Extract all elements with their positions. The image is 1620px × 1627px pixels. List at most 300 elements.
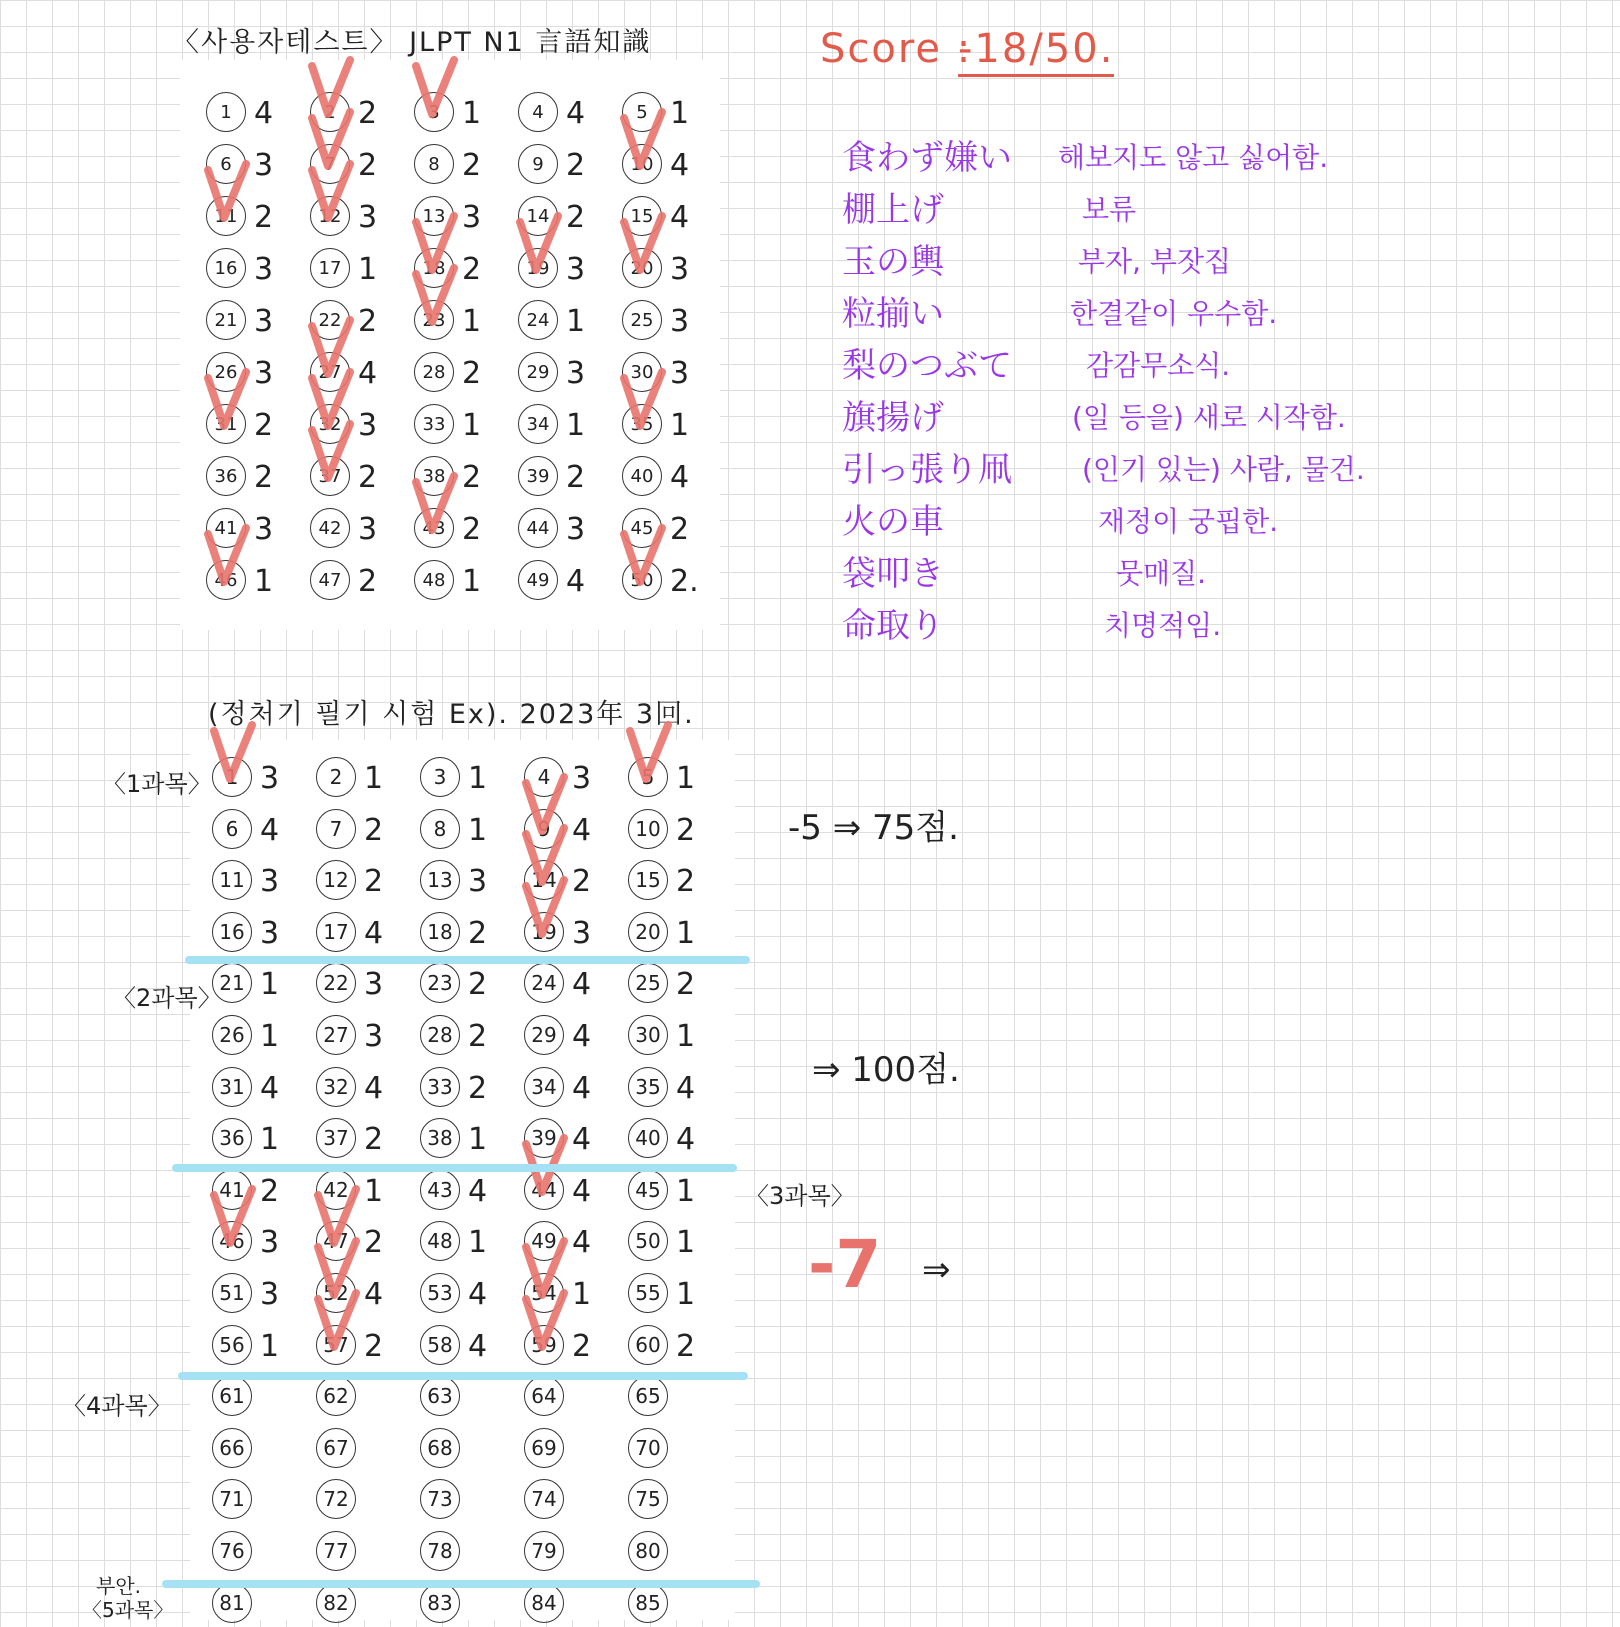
answer-value: 2: [358, 148, 378, 183]
jlpt-question-18: [414, 248, 504, 292]
exam-question-68: [420, 1428, 510, 1472]
jlpt-question-45: [622, 508, 712, 552]
question-number: 71: [212, 1479, 252, 1519]
question-number: 77: [316, 1531, 356, 1571]
exam-question-69: [524, 1428, 614, 1472]
question-number: 23: [420, 963, 460, 1003]
answer-value: 3: [566, 356, 586, 391]
jlpt-question-32: [310, 404, 400, 448]
score-label: Score :: [820, 26, 973, 72]
question-number: 15: [628, 860, 668, 900]
answer-value: 4: [254, 96, 274, 131]
answer-value: 2: [676, 812, 696, 848]
exam-question-63: [420, 1376, 510, 1420]
question-number: 47: [310, 560, 350, 600]
question-number: 74: [524, 1479, 564, 1519]
answer-value: 2: [676, 864, 696, 900]
question-number: 47: [316, 1221, 356, 1261]
jlpt-question-13: [414, 196, 504, 240]
question-number: 35: [622, 404, 662, 444]
subject-divider: [162, 1580, 760, 1588]
question-number: 30: [622, 352, 662, 392]
exam-question-75: [628, 1479, 718, 1523]
jlpt-question-25: [622, 300, 712, 344]
jlpt-question-48: [414, 560, 504, 604]
answer-value: 4: [358, 356, 378, 391]
vocab-word: 食わず嫌い: [842, 138, 1012, 178]
answer-value: 4: [260, 1070, 280, 1106]
question-number: 39: [524, 1118, 564, 1158]
answer-value: 4: [670, 460, 690, 495]
question-number: 42: [316, 1170, 356, 1210]
answer-value: 2: [670, 512, 690, 547]
question-number: 72: [316, 1479, 356, 1519]
question-number: 34: [518, 404, 558, 444]
exam-question-31: [212, 1067, 302, 1111]
question-number: 16: [206, 248, 246, 288]
vocab-word: 棚上げ: [842, 190, 944, 230]
question-number: 56: [212, 1325, 252, 1365]
exam-question-54: [524, 1273, 614, 1317]
exam-question-23: [420, 963, 510, 1007]
answer-value: 4: [260, 812, 280, 848]
answer-value: 2: [566, 200, 586, 235]
vocab-meaning: (일 등을) 새로 시작함.: [1072, 401, 1346, 434]
answer-value: 4: [572, 1070, 592, 1106]
jlpt-question-44: [518, 508, 608, 552]
vocab-meaning: 뭇매질.: [1116, 557, 1207, 590]
jlpt-question-41: [206, 508, 296, 552]
question-number: 38: [414, 456, 454, 496]
question-number: 29: [524, 1015, 564, 1055]
exam-question-72: [316, 1479, 406, 1523]
answer-value: 3: [254, 356, 274, 391]
answer-value: 2: [468, 1019, 488, 1054]
exam-question-35: [628, 1067, 718, 1111]
question-number: 40: [628, 1118, 668, 1158]
subject-5-note: 부안.: [96, 1574, 141, 1598]
answer-value: 2: [254, 200, 274, 235]
question-number: 65: [628, 1376, 668, 1416]
question-number: 21: [206, 300, 246, 340]
jlpt-question-35: [622, 404, 712, 448]
answer-value: 3: [670, 304, 690, 339]
answer-value: 1: [676, 915, 696, 951]
exam-question-62: [316, 1376, 406, 1420]
jlpt-question-21: [206, 300, 296, 344]
question-number: 75: [628, 1479, 668, 1519]
vocab-meaning: (인기 있는) 사람, 물건.: [1082, 453, 1365, 486]
exam-question-65: [628, 1376, 718, 1420]
answer-value: 2: [572, 864, 592, 900]
question-number: 11: [206, 196, 246, 236]
question-number: 26: [206, 352, 246, 392]
question-number: 8: [420, 809, 460, 849]
jlpt-question-28: [414, 352, 504, 396]
jlpt-question-40: [622, 456, 712, 500]
question-number: 49: [518, 560, 558, 600]
subject-2-label: 〈2과목〉: [112, 984, 222, 1012]
question-number: 25: [622, 300, 662, 340]
question-number: 69: [524, 1428, 564, 1468]
question-number: 13: [414, 196, 454, 236]
jlpt-question-6: [206, 144, 296, 188]
question-number: 12: [310, 196, 350, 236]
answer-value: 4: [468, 1328, 488, 1364]
exam-question-74: [524, 1479, 614, 1523]
answer-value: 1: [364, 1173, 384, 1209]
exam-question-59: [524, 1325, 614, 1369]
exam-question-20: [628, 912, 718, 956]
answer-value: 3: [358, 200, 378, 235]
answer-value: 2: [364, 812, 384, 848]
question-number: 36: [206, 456, 246, 496]
answer-value: 1: [462, 408, 482, 443]
answer-value: 2: [254, 408, 274, 443]
exam-question-30: [628, 1015, 718, 1059]
answer-value: 3: [572, 761, 592, 796]
question-number: 7: [310, 144, 350, 184]
question-number: 33: [420, 1067, 460, 1107]
exam-question-39: [524, 1118, 614, 1162]
answer-value: 3: [566, 252, 586, 287]
question-number: 84: [524, 1583, 564, 1623]
answer-value: 4: [572, 1122, 592, 1158]
question-number: 63: [420, 1376, 460, 1416]
answer-value: 1: [462, 304, 482, 339]
answer-value: 4: [364, 1277, 384, 1312]
question-number: 9: [524, 809, 564, 849]
jlpt-question-42: [310, 508, 400, 552]
question-number: 46: [212, 1221, 252, 1261]
answer-value: 1: [468, 812, 488, 848]
answer-value: 4: [676, 1122, 696, 1158]
answer-value: 2: [468, 1070, 488, 1106]
exam-question-6: [212, 809, 302, 853]
vocab-meaning: 감감무소식.: [1086, 349, 1231, 382]
question-number: 61: [212, 1376, 252, 1416]
exam-question-37: [316, 1118, 406, 1162]
jlpt-question-38: [414, 456, 504, 500]
question-number: 41: [212, 1170, 252, 1210]
question-number: 12: [316, 860, 356, 900]
question-number: 20: [622, 248, 662, 288]
jlpt-question-17: [310, 248, 400, 292]
answer-value: 1: [462, 96, 482, 131]
exam-question-18: [420, 912, 510, 956]
answer-value: 3: [254, 512, 274, 547]
question-number: 34: [524, 1067, 564, 1107]
question-number: 83: [420, 1583, 460, 1623]
subject-3-arrow: ⇒: [922, 1250, 951, 1290]
answer-value: 4: [468, 1277, 488, 1312]
question-number: 54: [524, 1273, 564, 1313]
exam-question-64: [524, 1376, 614, 1420]
question-number: 37: [316, 1118, 356, 1158]
answer-value: 2: [364, 864, 384, 900]
question-number: 50: [622, 560, 662, 600]
question-number: 48: [420, 1221, 460, 1261]
question-number: 18: [414, 248, 454, 288]
vocab-word: 命取り: [842, 606, 944, 646]
jlpt-question-49: [518, 560, 608, 604]
exam-question-44: [524, 1170, 614, 1214]
question-number: 79: [524, 1531, 564, 1571]
exam-question-19: [524, 912, 614, 956]
answer-value: 1: [670, 96, 690, 131]
exam-question-52: [316, 1273, 406, 1317]
vocab-word: 火の車: [842, 502, 944, 542]
exam-question-57: [316, 1325, 406, 1369]
question-number: 1: [206, 92, 246, 132]
question-number: 39: [518, 456, 558, 496]
question-number: 24: [524, 963, 564, 1003]
question-number: 14: [518, 196, 558, 236]
answer-value: 3: [254, 252, 274, 287]
answer-value: 2: [462, 460, 482, 495]
question-number: 6: [206, 144, 246, 184]
answer-value: 4: [670, 148, 690, 183]
jlpt-question-2: [310, 92, 400, 136]
subject-3-label: 〈3과목〉: [745, 1182, 855, 1210]
question-number: 62: [316, 1376, 356, 1416]
subject-3-result: -7: [808, 1226, 882, 1303]
answer-value: 4: [676, 1070, 696, 1106]
exam-question-80: [628, 1531, 718, 1575]
question-number: 32: [310, 404, 350, 444]
answer-value: 3: [358, 408, 378, 443]
jlpt-question-9: [518, 144, 608, 188]
question-number: 64: [524, 1376, 564, 1416]
question-number: 41: [206, 508, 246, 548]
exam-question-38: [420, 1118, 510, 1162]
exam-question-16: [212, 912, 302, 956]
exam-question-70: [628, 1428, 718, 1472]
question-number: 2: [310, 92, 350, 132]
jlpt-question-50: [622, 560, 712, 604]
jlpt-question-30: [622, 352, 712, 396]
question-number: 53: [420, 1273, 460, 1313]
question-number: 27: [310, 352, 350, 392]
vocab-word: 梨のつぶて: [842, 346, 1012, 386]
question-number: 31: [206, 404, 246, 444]
jlpt-question-12: [310, 196, 400, 240]
answer-value: 3: [572, 915, 592, 951]
question-number: 70: [628, 1428, 668, 1468]
answer-value: 4: [468, 1173, 488, 1209]
question-number: 32: [316, 1067, 356, 1107]
exam-question-53: [420, 1273, 510, 1317]
question-number: 35: [628, 1067, 668, 1107]
jlpt-question-34: [518, 404, 608, 448]
vocab-meaning: 해보지도 않고 싫어함.: [1058, 141, 1329, 174]
question-number: 10: [628, 809, 668, 849]
exam-question-2: [316, 757, 406, 801]
question-number: 51: [212, 1273, 252, 1313]
answer-value: 2: [364, 1328, 384, 1364]
question-number: 16: [212, 912, 252, 952]
question-number: 19: [524, 912, 564, 952]
jlpt-question-33: [414, 404, 504, 448]
jlpt-question-37: [310, 456, 400, 500]
exam-question-55: [628, 1273, 718, 1317]
exam-question-33: [420, 1067, 510, 1111]
question-number: 14: [524, 860, 564, 900]
question-number: 15: [622, 196, 662, 236]
answer-value: 3: [260, 915, 280, 951]
exam-question-46: [212, 1221, 302, 1265]
answer-value: 1: [676, 1277, 696, 1312]
jlpt-question-15: [622, 196, 712, 240]
question-number: 85: [628, 1583, 668, 1623]
question-number: 30: [628, 1015, 668, 1055]
exam-question-15: [628, 860, 718, 904]
question-number: 8: [414, 144, 454, 184]
question-number: 25: [628, 963, 668, 1003]
answer-value: 3: [566, 512, 586, 547]
question-number: 17: [310, 248, 350, 288]
subject-divider: [185, 956, 750, 964]
answer-value: 1: [468, 1122, 488, 1158]
answer-value: 2: [676, 967, 696, 1003]
exam-question-27: [316, 1015, 406, 1059]
vocab-word: 玉の輿: [842, 242, 944, 282]
exam-question-4: [524, 757, 614, 801]
question-number: 28: [414, 352, 454, 392]
exam-question-17: [316, 912, 406, 956]
exam-question-5: [628, 757, 718, 801]
question-number: 13: [420, 860, 460, 900]
question-number: 19: [518, 248, 558, 288]
question-number: 40: [622, 456, 662, 496]
answer-value: 1: [462, 564, 482, 599]
answer-value: 4: [364, 915, 384, 951]
question-number: 27: [316, 1015, 356, 1055]
question-number: 4: [518, 92, 558, 132]
question-number: 6: [212, 809, 252, 849]
subject-divider: [178, 1372, 748, 1380]
vocab-meaning: 치명적임.: [1104, 609, 1222, 642]
question-number: 73: [420, 1479, 460, 1519]
answer-value: 1: [676, 1173, 696, 1209]
exam-question-79: [524, 1531, 614, 1575]
question-number: 57: [316, 1325, 356, 1365]
question-number: 22: [316, 963, 356, 1003]
exam-question-43: [420, 1170, 510, 1214]
answer-value: 1: [676, 761, 696, 796]
question-number: 38: [420, 1118, 460, 1158]
answer-value: 1: [676, 1225, 696, 1261]
answer-value: 4: [364, 1070, 384, 1106]
question-number: 58: [420, 1325, 460, 1365]
exam-question-56: [212, 1325, 302, 1369]
exam-question-3: [420, 757, 510, 801]
question-number: 45: [628, 1170, 668, 1210]
exam-question-61: [212, 1376, 302, 1420]
answer-value: 1: [358, 252, 378, 287]
question-number: 49: [524, 1221, 564, 1261]
question-number: 45: [622, 508, 662, 548]
answer-value: 3: [670, 356, 690, 391]
jlpt-question-27: [310, 352, 400, 396]
exam-question-51: [212, 1273, 302, 1317]
answer-value: 2: [462, 512, 482, 547]
answer-value: 3: [358, 512, 378, 547]
vocab-meaning: 보류: [1082, 193, 1137, 226]
vocab-word: 引っ張り凧: [842, 450, 1012, 490]
vocab-word: 袋叩き: [842, 554, 944, 594]
exam-question-49: [524, 1221, 614, 1265]
jlpt-question-4: [518, 92, 608, 136]
exam-question-67: [316, 1428, 406, 1472]
question-number: 81: [212, 1583, 252, 1623]
answer-value: 2: [358, 564, 378, 599]
exam-question-48: [420, 1221, 510, 1265]
jlpt-question-5: [622, 92, 712, 136]
vocab-meaning: 재정이 궁핍한.: [1098, 505, 1279, 538]
subject-4-label: 〈4과목〉: [62, 1392, 172, 1420]
exam-question-13: [420, 860, 510, 904]
answer-value: 1: [670, 408, 690, 443]
answer-value: 2: [462, 252, 482, 287]
exam-question-34: [524, 1067, 614, 1111]
question-number: 37: [310, 456, 350, 496]
jlpt-question-29: [518, 352, 608, 396]
jlpt-title: 〈사용자테스트〉 JLPT N1 言語知識: [172, 27, 652, 58]
answer-value: 2: [364, 1122, 384, 1158]
answer-value: 2: [260, 1173, 280, 1209]
question-number: 9: [518, 144, 558, 184]
jlpt-question-36: [206, 456, 296, 500]
jlpt-question-24: [518, 300, 608, 344]
answer-value: 4: [572, 1019, 592, 1054]
question-number: 43: [420, 1170, 460, 1210]
subject-5-label: 〈5과목〉: [82, 1598, 174, 1622]
question-number: 67: [316, 1428, 356, 1468]
exam-question-9: [524, 809, 614, 853]
vocab-word: 粒揃い: [842, 294, 944, 334]
exam-question-41: [212, 1170, 302, 1214]
jlpt-question-3: [414, 92, 504, 136]
answer-value: 2: [358, 304, 378, 339]
jlpt-question-8: [414, 144, 504, 188]
jlpt-question-43: [414, 508, 504, 552]
question-number: 5: [628, 757, 668, 797]
exam-question-42: [316, 1170, 406, 1214]
answer-value: 1: [566, 304, 586, 339]
answer-value: 3: [364, 1019, 384, 1054]
jlpt-question-39: [518, 456, 608, 500]
question-number: 42: [310, 508, 350, 548]
exam-question-76: [212, 1531, 302, 1575]
exam-question-28: [420, 1015, 510, 1059]
question-number: 17: [316, 912, 356, 952]
exam-question-29: [524, 1015, 614, 1059]
jlpt-question-7: [310, 144, 400, 188]
answer-value: 2: [254, 460, 274, 495]
answer-value: 3: [364, 967, 384, 1003]
exam-question-78: [420, 1531, 510, 1575]
answer-value: 1: [260, 1122, 280, 1158]
jlpt-question-14: [518, 196, 608, 240]
answer-value: 2: [572, 1328, 592, 1364]
question-number: 52: [316, 1273, 356, 1313]
answer-value: 3: [260, 1225, 280, 1261]
question-number: 66: [212, 1428, 252, 1468]
question-number: 82: [316, 1583, 356, 1623]
answer-value: 4: [566, 564, 586, 599]
exam-question-24: [524, 963, 614, 1007]
